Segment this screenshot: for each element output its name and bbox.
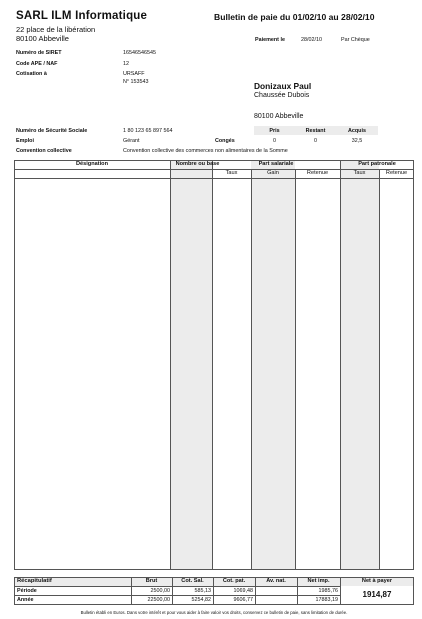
leave-value-restant: 0 [314, 138, 317, 144]
leave-value-acquis: 32,5 [351, 138, 363, 144]
cotisation-value: URSAFF [123, 71, 145, 77]
employee-name: Donizaux Paul [254, 81, 312, 91]
col-designation: Désignation [75, 161, 108, 167]
leave-header-pris: Pris [269, 128, 280, 134]
cotisation-number: N° 153543 [123, 79, 149, 85]
cotisation-label: Cotisation à [16, 71, 47, 77]
col-line-4 [295, 169, 296, 570]
summary-row-annee-label: Année [17, 597, 34, 603]
net-a-payer-label: Net à payer [361, 578, 393, 584]
leave-value-pris: 0 [273, 138, 276, 144]
payment-label: Paiement le [255, 37, 285, 43]
col-base: Nombre ou base [175, 161, 220, 167]
annee-cot-sal: 5254,82 [191, 597, 211, 603]
periode-net-imp: 1985,76 [318, 588, 338, 594]
summary-divider-2 [14, 595, 340, 596]
summary-row-periode-label: Période [17, 588, 37, 594]
col-line-5 [340, 160, 341, 570]
siret-value: 16546546545 [123, 50, 156, 56]
periode-brut: 2500,00 [150, 588, 170, 594]
col-line-3 [251, 169, 252, 570]
col-line-6 [379, 169, 380, 570]
conges-label: Congés [215, 138, 235, 144]
payment-method: Par Chèque [341, 37, 370, 43]
employee-address-line1: Chaussée Dubois [254, 92, 310, 99]
document-title: Bulletin de paie du 01/02/10 au 28/02/10 [214, 12, 375, 22]
annee-cot-pat: 9606,77 [233, 597, 253, 603]
employee-address-line2: 80100 Abbeville [254, 113, 304, 120]
summary-header-net-imp: Net imp. [307, 578, 330, 584]
periode-cot-sal: 585,13 [194, 588, 211, 594]
sub-taux: Taux [225, 170, 238, 176]
employer-address-line2: 80100 Abbeville [16, 34, 69, 43]
sub-retenue-patronale: Retenue [385, 170, 408, 176]
ss-label: Numéro de Sécurité Sociale [16, 128, 88, 134]
sub-gain: Gain [267, 170, 279, 176]
emploi-label: Emploi [16, 138, 34, 144]
leave-header-acquis: Acquis [348, 128, 366, 134]
convention-label: Convention collective [16, 148, 72, 154]
employer-name: SARL ILM Informatique [16, 10, 148, 22]
annee-net-imp: 17883,19 [315, 597, 338, 603]
summary-title: Récapitulatif [17, 578, 52, 584]
table-frame [14, 160, 414, 570]
summary-divider-1 [14, 586, 340, 587]
periode-cot-pat: 1069,48 [233, 588, 253, 594]
summary-header-brut: Brut [145, 578, 158, 584]
group-part-patronale: Part patronale [358, 161, 396, 167]
sub-retenue: Retenue [306, 170, 329, 176]
employer-address-line1: 22 place de la libération [16, 25, 96, 34]
summary-header-cot-sal: Cot. Sal. [181, 578, 204, 584]
payment-date: 28/02/10 [301, 37, 322, 43]
siret-label: Numéro de SIRET [16, 50, 62, 56]
ss-value: 1 80 123 65 897 564 [123, 128, 173, 134]
ape-value: 12 [123, 61, 129, 67]
annee-brut: 22500,00 [147, 597, 170, 603]
col-line-1 [170, 160, 171, 570]
sub-taux-patronale: Taux [353, 170, 366, 176]
leave-header-restant: Restant [305, 128, 326, 134]
header-divider-lower [14, 178, 414, 179]
col-line-2 [212, 160, 213, 570]
convention-value: Convention collective des commerces non alimentaires de la Somme [123, 148, 288, 154]
ape-label: Code APE / NAF [16, 61, 58, 67]
net-a-payer-value: 1914,87 [362, 590, 392, 599]
group-part-salariale: Part salariale [258, 161, 294, 167]
emploi-value: Gérant [123, 138, 140, 144]
summary-header-cot-pat: Cot. pat. [222, 578, 246, 584]
footer-note: Bulletin établi en Euros. Dans votre intérêt et pour vous aider à faire valoir vos droits, conservez ce bulletin de paie, sans limitation de durée. [80, 610, 348, 615]
summary-header-av-nat: Av. nat. [266, 578, 286, 584]
